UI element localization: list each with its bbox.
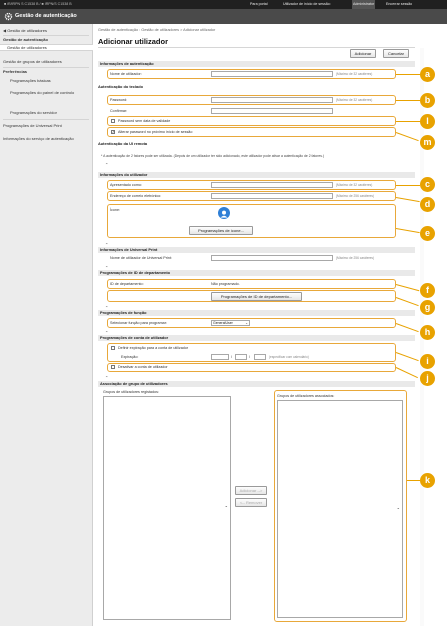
callout-l: l bbox=[420, 114, 435, 129]
highlight-f bbox=[107, 279, 396, 289]
registered-groups-list[interactable] bbox=[103, 396, 231, 620]
username-hint: (Máximo de 32 caráteres) bbox=[336, 72, 373, 76]
callout-i: i bbox=[420, 354, 435, 369]
callout-d: d bbox=[420, 197, 435, 212]
title-divider bbox=[98, 47, 415, 48]
sidebar-divider bbox=[3, 35, 89, 36]
universal-name-label: Nome de utilizador de Universal Print: bbox=[110, 256, 172, 260]
callout-e: e bbox=[420, 226, 435, 241]
highlight-a bbox=[107, 69, 396, 79]
confirm-label: Confirmar: bbox=[110, 109, 128, 113]
user-info-header: Informações do utilizador bbox=[98, 172, 415, 178]
sidebar-item-server[interactable]: Programações do servidor bbox=[10, 110, 57, 115]
registered-groups-label: Grupos de utilizadores registados: bbox=[103, 390, 159, 394]
change-password-checkbox[interactable]: ✓ bbox=[112, 130, 116, 134]
device-name: ■ iR/IRPN S C1538 B / ■ IRPN/S C1538 B bbox=[4, 2, 72, 6]
remote-ui-auth-subheader: Autenticação da UI remota bbox=[98, 141, 148, 146]
callout-leader bbox=[396, 185, 420, 186]
collapse-arrow-icon[interactable]: ⌃ bbox=[105, 305, 109, 310]
set-expiry-label: Definir expiração para a conta de utilizador bbox=[118, 346, 189, 350]
add-button[interactable]: Adicionar bbox=[350, 49, 376, 58]
callout-b: b bbox=[420, 93, 435, 108]
highlight-e bbox=[107, 204, 396, 238]
date-slash: / bbox=[231, 355, 233, 359]
keyboard-auth-subheader: Autenticação do teclado bbox=[98, 84, 143, 89]
highlight-j bbox=[107, 363, 396, 372]
highlight-c bbox=[107, 180, 396, 190]
sidebar-group-preferences: Preferências bbox=[3, 69, 28, 74]
highlight-d bbox=[107, 191, 396, 201]
highlight-i bbox=[107, 343, 396, 362]
confirm-password-input[interactable] bbox=[211, 108, 333, 114]
callout-leader bbox=[396, 100, 420, 101]
universal-name-hint: (Máximo de 256 caráteres) bbox=[336, 256, 375, 260]
top-bar bbox=[0, 0, 447, 9]
sidebar-back-link[interactable]: ◀ Gestão de utilizadores bbox=[3, 28, 47, 33]
icon-settings-button[interactable]: Programações de ícone... bbox=[189, 226, 253, 235]
main-content bbox=[93, 24, 447, 626]
app-title: Gestão de autenticação bbox=[15, 13, 77, 19]
callout-c: c bbox=[420, 177, 435, 192]
highlight-k bbox=[274, 390, 407, 622]
auth-info-header: Informações de autenticação bbox=[98, 61, 415, 67]
chevron-down-icon: ⌄ bbox=[224, 503, 228, 508]
highlight-m bbox=[107, 127, 396, 137]
app-title-bar bbox=[0, 9, 447, 24]
sidebar bbox=[0, 24, 93, 626]
disable-account-label: Desativar a conta de utilizador bbox=[118, 365, 168, 369]
calendar-hint: (especificar com calendário) bbox=[269, 355, 309, 359]
group-assoc-header: Associação de grupo de utilizadores bbox=[98, 381, 415, 387]
sidebar-divider bbox=[3, 67, 89, 68]
role-select-value: GeneralUser bbox=[213, 321, 233, 325]
selected-groups-label: Grupos de utilizadores associados: bbox=[277, 394, 335, 398]
email-hint: (Máximo de 256 caráteres) bbox=[336, 194, 375, 198]
cancel-button[interactable]: Cancelar bbox=[383, 49, 409, 58]
portal-link[interactable]: Para portal bbox=[250, 2, 268, 6]
highlight-l bbox=[107, 116, 396, 126]
dept-id-header: Programações de ID de departamento bbox=[98, 270, 415, 276]
role-settings-header: Programações de função bbox=[98, 310, 415, 316]
display-name-hint: (Máximo de 32 caráteres) bbox=[336, 183, 373, 187]
remove-group-button[interactable]: <-- Remover bbox=[235, 498, 267, 507]
highlight-g bbox=[107, 290, 396, 302]
username-label: Nome de utilizador: bbox=[110, 72, 142, 76]
password-label: Password: bbox=[110, 98, 128, 102]
sidebar-item-auth-info[interactable]: Informações do serviço de autenticação bbox=[3, 136, 74, 141]
sidebar-divider bbox=[3, 119, 89, 120]
collapse-arrow-icon[interactable]: ⌃ bbox=[105, 375, 109, 380]
change-password-label: Alterar password no próximo início de sessão bbox=[118, 130, 193, 134]
collapse-arrow-icon[interactable]: ⌃ bbox=[105, 265, 109, 270]
dept-id-label: ID de departamento: bbox=[110, 282, 144, 286]
chevron-down-icon: ⌄ bbox=[396, 505, 400, 510]
sidebar-item-users[interactable]: Gestão de utilizadores bbox=[0, 44, 93, 51]
date-slash: / bbox=[249, 355, 251, 359]
password-hint: (Máximo de 32 caráteres) bbox=[336, 98, 373, 102]
dept-settings-button[interactable]: Programações de ID de departamento... bbox=[211, 292, 302, 301]
sidebar-item-groups[interactable]: Gestão de grupos de utilizadores bbox=[3, 59, 62, 64]
chevron-down-icon: ⌄ bbox=[245, 321, 248, 325]
display-name-label: Apresentado como: bbox=[110, 183, 142, 187]
page-title: Adicionar utilizador bbox=[98, 37, 169, 46]
account-settings-header: Programações de conta de utilizador bbox=[98, 335, 415, 341]
callout-a: a bbox=[420, 67, 435, 82]
callout-k: k bbox=[420, 473, 435, 488]
highlight-b bbox=[107, 95, 396, 105]
callout-j: j bbox=[420, 371, 435, 386]
sidebar-item-universal[interactable]: Programações de Universal Print bbox=[3, 123, 62, 128]
universal-print-header: Informações de Universal Print bbox=[98, 247, 415, 253]
login-username: Administrator bbox=[352, 0, 375, 9]
callout-h: h bbox=[420, 325, 435, 340]
icon-label: Ícone: bbox=[110, 208, 121, 212]
callout-m: m bbox=[420, 135, 435, 150]
gear-icon bbox=[4, 12, 13, 21]
callout-leader bbox=[396, 74, 420, 75]
logout-link[interactable]: Encerrar sessão bbox=[386, 2, 413, 6]
email-label: Endereço de correio eletrónico: bbox=[110, 194, 162, 198]
dept-id-value: Não programado. bbox=[211, 282, 240, 286]
breadcrumb: Gestão de autenticação : Gestão de utilizadores > Adicionar utilizador bbox=[98, 28, 216, 32]
sidebar-item-panel[interactable]: Programações do painel de controlo bbox=[10, 90, 75, 95]
login-user-label: Utilizador de início de sessão: bbox=[283, 2, 331, 6]
sidebar-group-auth: Gestão de autenticação bbox=[3, 37, 48, 42]
two-factor-note: * A autenticação de 2 fatores pode ser utilizada. (Depois de um utilizador ter sido adicionado, este utilizador pode ativar a autenticação de 2 fatores.) bbox=[101, 154, 324, 158]
callout-leader bbox=[407, 480, 420, 481]
add-group-button[interactable]: Adicionar --> bbox=[235, 486, 267, 495]
universal-name-input[interactable] bbox=[211, 255, 333, 261]
sidebar-item-basic[interactable]: Programações básicas bbox=[10, 78, 51, 83]
collapse-arrow-icon[interactable]: ⌃ bbox=[105, 330, 109, 335]
callout-f: f bbox=[420, 283, 435, 298]
highlight-h bbox=[107, 318, 396, 328]
expiry-label: Expiração: bbox=[121, 355, 139, 359]
no-expiry-label: Password sem data de validade bbox=[118, 119, 171, 123]
collapse-arrow-icon[interactable]: ⌃ bbox=[105, 162, 109, 167]
callout-leader bbox=[396, 121, 420, 122]
callout-g: g bbox=[420, 300, 435, 315]
collapse-arrow-icon[interactable]: ⌃ bbox=[105, 242, 109, 247]
role-label: Selecionar função para programar: bbox=[110, 321, 167, 325]
